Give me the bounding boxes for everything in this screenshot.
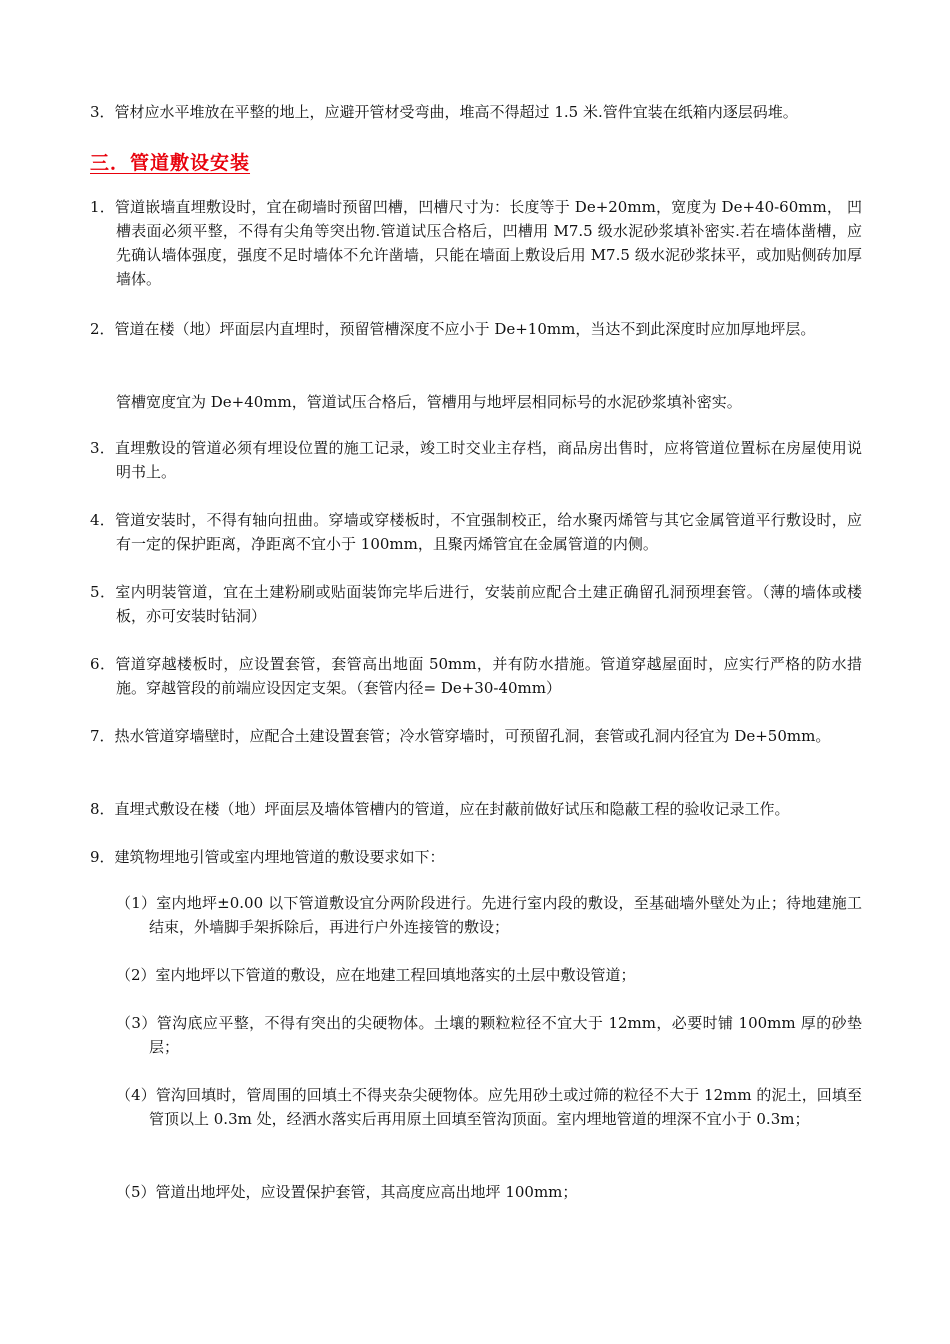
section-heading: 三．管道敷设安装	[90, 152, 251, 174]
list-item-5: 5．室内明装管道，宜在土建粉刷或贴面装饰完毕后进行，安装前应配合土建正确留孔洞预埋套管。（薄的墙体或楼板，亦可安装时钻洞）	[90, 583, 862, 625]
list-item-8: 8．直埋式敷设在楼（地）坪面层及墙体管槽内的管道，应在封蔽前做好试压和隐蔽工程的验收记录工作。	[90, 800, 790, 818]
subitem-1: （1）室内地坪±0.00 以下管道敷设宜分两阶段进行。先进行室内段的敷设，至基础墙外壁处为止；待地建施工结束，外墙脚手架拆除后，再进行户外连接管的敷设；	[116, 894, 862, 936]
list-item-6: 6．管道穿越楼板时，应设置套管，套管高出地面 50mm，并有防水措施。管道穿越屋面时，应实行严格的防水措施。穿越管段的前端应设因定支架。（套管内径= De+30-40mm）	[90, 655, 862, 697]
list-item-4: 4．管道安装时，不得有轴向扭曲。穿墙或穿楼板时，不宜强制校正，给水聚丙烯管与其它金属管道平行敷设时，应有一定的保护距离，净距离不宜小于 100mm，且聚丙烯管宜在金属管道的内侧。	[90, 511, 862, 553]
subitem-5: （5）管道出地坪处，应设置保护套管，其高度应高出地坪 100mm；	[116, 1183, 578, 1201]
subitem-3: （3）管沟底应平整，不得有突出的尖硬物体。土壤的颗粒粒径不宜大于 12mm，必要时铺 100mm 厚的砂垫层；	[116, 1014, 862, 1056]
list-item-3: 3．直埋敷设的管道必须有埋设位置的施工记录，竣工时交业主存档，商品房出售时，应将管道位置标在房屋使用说明书上。	[90, 439, 862, 481]
subitem-2: （2）室内地坪以下管道的敷设，应在地建工程回填地落实的土层中敷设管道；	[116, 966, 636, 984]
list-item-2: 2．管道在楼（地）坪面层内直埋时，预留管槽深度不应小于 De+10mm，当达不到此深度时应加厚地坪层。	[90, 320, 816, 338]
list-item-1: 1．管道嵌墙直埋敷设时，宜在砌墙时预留凹槽，凹槽尺寸为：长度等于 De+20mm，宽度为 De+40-60mm， 凹槽表面必须平整，不得有尖角等突出物.管道试压合格后，凹槽用 M7.5 级水泥砂浆填补密实.若在墙体凿槽，应先确认墙体强度，强度不足时墙体不允许凿墙，只能在墙面上敷设后用 M7.5 级水泥砂浆抹平，或加贴侧砖加厚墙体。	[90, 198, 862, 288]
list-item-9: 9．建筑物埋地引管或室内埋地管道的敷设要求如下：	[90, 848, 445, 866]
list-item-7: 7．热水管道穿墙壁时，应配合土建设置套管；冷水管穿墙时，可预留孔洞，套管或孔洞内径宜为 De+50mm。	[90, 727, 831, 745]
subitem-4: （4）管沟回填时，管周围的回填土不得夹杂尖硬物体。应先用砂土或过筛的粒径不大于 12mm 的泥土，回填至管顶以上 0.3m 处，经洒水落实后再用原土回填至管沟顶面。室内埋地管道的埋深不宜小于 0.3m；	[116, 1086, 862, 1128]
paragraph-pipe-storage: 3．管材应水平堆放在平整的地上，应避开管材受弯曲，堆高不得超过 1.5 米.管件宜装在纸箱内逐层码堆。	[90, 103, 798, 121]
list-item-2-continuation: 管槽宽度宜为 De+40mm，管道试压合格后，管槽用与地坪层相同标号的水泥砂浆填补密实。	[116, 393, 742, 411]
